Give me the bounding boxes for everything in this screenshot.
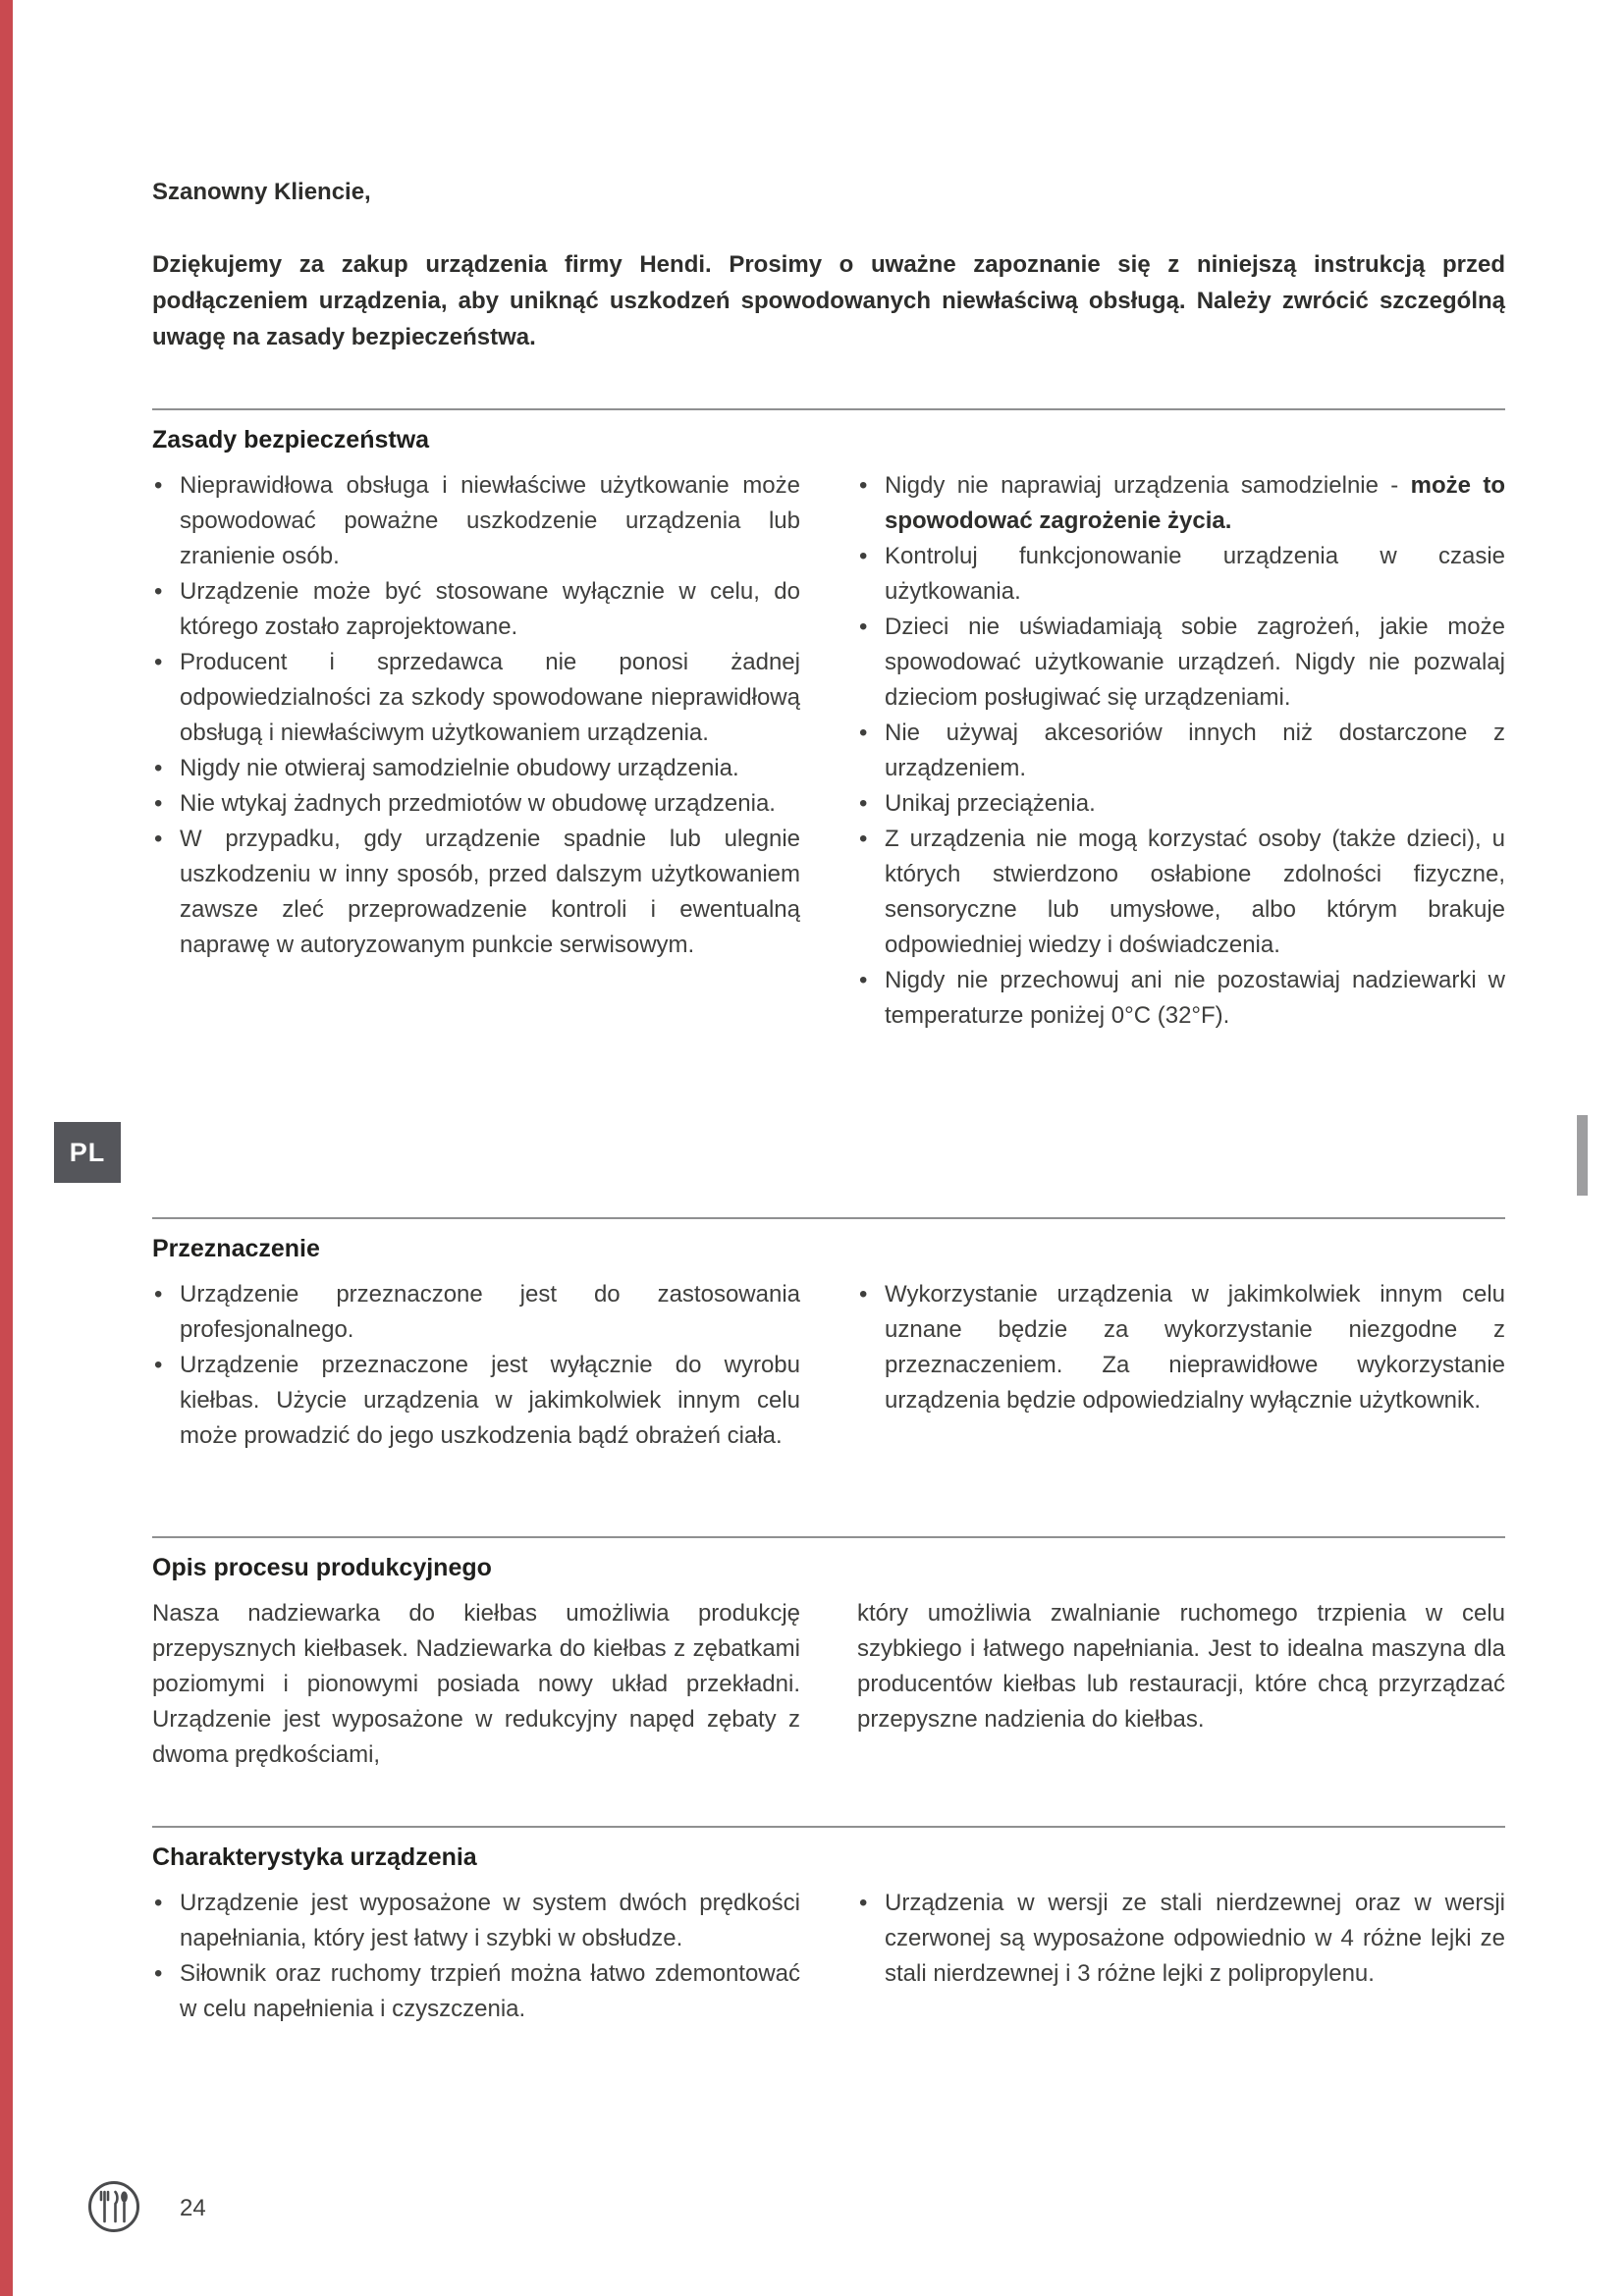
process-right-column: [857, 1596, 1505, 1773]
section-features: [152, 1826, 1505, 2027]
purpose-right-column: [857, 1277, 1505, 1454]
purpose-left-list: [152, 1277, 800, 1454]
list-item: • Producent i sprzedawca nie ponosi żadnej odpowiedzialności za szkody spowodowane nieprawidłową obsługą i niewłaściwym użytkowaniem urządzenia.: [152, 645, 800, 751]
section-purpose: [152, 1217, 1505, 1483]
section-title-safety: Zasady bezpieczeństwa: [152, 426, 430, 454]
purpose-left-column: [152, 1277, 800, 1454]
list-item: • Nie używaj akcesoriów innych niż dostarczone z urządzeniem.: [857, 716, 1505, 786]
features-right-column: [857, 1886, 1505, 2027]
list-item: • W przypadku, gdy urządzenie spadnie lub ulegnie uszkodzeniu w inny sposób, przed dalszym użytkowaniem zawsze zleć przeprowadzenie kontroli i ewentualną naprawę w autoryzowanym punkcie serwisowym.: [152, 822, 800, 963]
page-content: [152, 175, 1505, 2027]
safety-left-list: [152, 468, 800, 963]
page-number: 24: [180, 2195, 206, 2221]
section-title-process: Opis procesu produkcyjnego: [152, 1554, 492, 1581]
left-accent-bar: [0, 0, 13, 2296]
section-title-purpose: Przeznaczenie: [152, 1235, 320, 1262]
list-item: • Urządzenie przeznaczone jest wyłącznie do wyrobu kiełbas. Użycie urządzenia w jakimkolwiek innym celu może prowadzić do jego uszkodzenia bądź obrażeń ciała.: [152, 1348, 800, 1454]
list-item: • Urządzenia w wersji ze stali nierdzewnej oraz w wersji czerwonej są wyposażone odpowiednio w 4 różne lejki ze stali nierdzewnej i 3 różne lejki z polipropylenu.: [857, 1886, 1505, 1992]
list-item: • Siłownik oraz ruchomy trzpień można łatwo zdemontować w celu napełnienia i czyszczenia.: [152, 1956, 800, 2027]
list-item: • Urządzenie może być stosowane wyłącznie w celu, do którego zostało zaprojektowane.: [152, 574, 800, 645]
process-right-paragraph: który umożliwia zwalnianie ruchomego trzpienia w celu szybkiego i łatwego napełniania. Jest to idealna maszyna dla producentów kiełbas lub restauracji, które chcą przyrządzać przepyszne nadzienia do kiełbas.: [857, 1600, 1505, 1733]
list-item: • Nie wtykaj żadnych przedmiotów w obudowę urządzenia.: [152, 786, 800, 822]
features-left-list: [152, 1886, 800, 2027]
intro-paragraph: Dziękujemy za zakup urządzenia firmy Hendi. Prosimy o uważne zapoznanie się z niniejszą instrukcją przed podłączeniem urządzenia, aby uniknąć uszkodzeń spowodowanych niewłaściwą obsługą. Należy zwrócić szczególną uwagę na zasady bezpieczeństwa.: [152, 251, 1505, 350]
list-item: • Urządzenie przeznaczone jest do zastosowania profesjonalnego.: [152, 1277, 800, 1348]
list-item: • Z urządzenia nie mogą korzystać osoby (także dzieci), u których stwierdzono osłabione zdolności fizyczne, sensoryczne lub umysłowe, albo którym brakuje odpowiedniej wiedzy i doświadczenia.: [857, 822, 1505, 963]
list-item: • Urządzenie jest wyposażone w system dwóch prędkości napełniania, który jest łatwy i szybki w obsłudze.: [152, 1886, 800, 1956]
list-item: • Nigdy nie otwieraj samodzielnie obudowy urządzenia.: [152, 751, 800, 786]
list-item: • Nieprawidłowa obsługa i niewłaściwe użytkowanie może spowodować poważne uszkodzenie urządzenia lub zranienie osób.: [152, 468, 800, 574]
bullet-text-bold: może to spowodować zagrożenie życia.: [885, 472, 1505, 534]
list-item: • Wykorzystanie urządzenia w jakimkolwiek innym celu uznane będzie za wykorzystanie niezgodne z przeznaczeniem. Za nieprawidłowe wykorzystanie urządzenia będzie odpowiedzialny wyłącznie użytkownik.: [857, 1277, 1505, 1418]
list-item: • Nigdy nie przechowuj ani nie pozostawiaj nadziewarki w temperaturze poniżej 0°C (32°F).: [857, 963, 1505, 1034]
process-left-column: [152, 1596, 800, 1773]
section-process: [152, 1536, 1505, 1773]
list-item: • Dzieci nie uświadamiają sobie zagrożeń, jakie może spowodować użytkowanie urządzeń. Nigdy nie pozwalaj dzieciom posługiwać się urządzeniami.: [857, 610, 1505, 716]
list-item: [857, 468, 1505, 539]
right-edge-marker: [1577, 1115, 1588, 1196]
purpose-right-list: [857, 1277, 1505, 1418]
process-left-paragraph: Nasza nadziewarka do kiełbas umożliwia produkcję przepysznych kiełbasek. Nadziewarka do kiełbas z zębatkami poziomymi i pionowymi posiada nowy układ przekładni. Urządzenie jest wyposażone w redukcyjny napęd zębaty z dwoma prędkościami,: [152, 1600, 800, 1768]
language-tab-pl: PL: [54, 1122, 121, 1183]
list-item: • Unikaj przeciążenia.: [857, 786, 1505, 822]
list-item: • Kontroluj funkcjonowanie urządzenia w czasie użytkowania.: [857, 539, 1505, 610]
bullet-text: Nigdy nie naprawiaj urządzenia samodzielnie -: [885, 472, 1411, 499]
salutation: Szanowny Kliencie,: [152, 179, 371, 205]
safety-left-column: [152, 468, 800, 1034]
section-safety: [152, 408, 1505, 1164]
cutlery-logo-icon: [86, 2179, 141, 2234]
section-title-features: Charakterystyka urządzenia: [152, 1843, 477, 1871]
safety-right-column: [857, 468, 1505, 1034]
features-right-list: [857, 1886, 1505, 1992]
features-left-column: [152, 1886, 800, 2027]
safety-right-list: [857, 468, 1505, 1034]
